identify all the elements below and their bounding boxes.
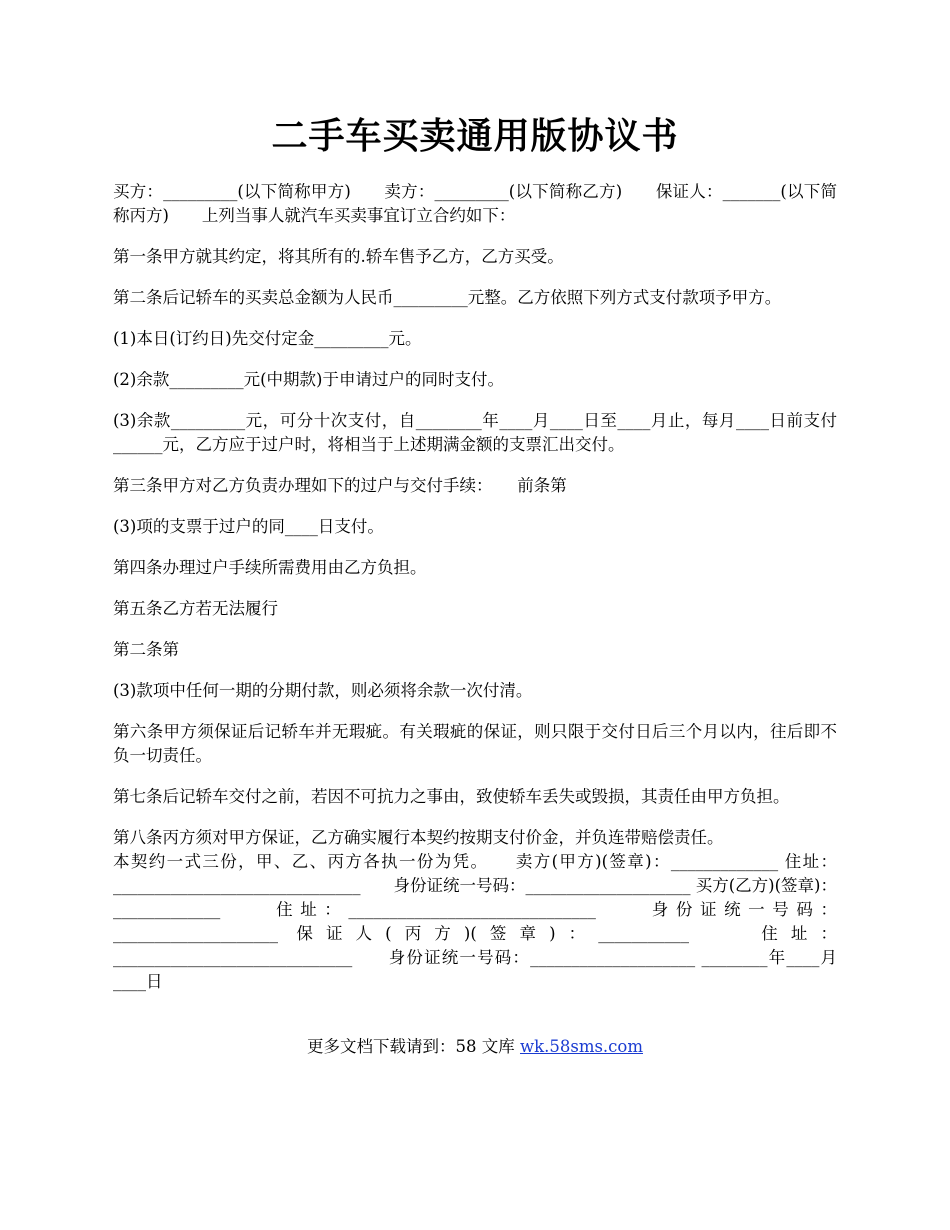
paragraph-article-3: 第三条甲方对乙方负责办理如下的过户与交付手续： 前条第 bbox=[113, 476, 567, 495]
paragraph-article-4: 第四条办理过户手续所需费用由乙方负担。 bbox=[113, 558, 427, 577]
paragraph-article-1: 第一条甲方就其约定，将其所有的.轿车售予乙方，乙方买受。 bbox=[113, 247, 564, 266]
paragraph-payment-2: (2)余款_________元(中期款)于申请过户的同时支付。 bbox=[113, 370, 504, 389]
paragraph-article-2: 第二条后记轿车的买卖总金额为人民币_________元整。乙方依照下列方式支付款项予甲方。 bbox=[113, 288, 782, 307]
paragraph-parties: 买方：_________(以下简称甲方) 卖方：_________(以下简称乙方) 保证人：_______(以下简称丙方) 上列当事人就汽车买卖事宜订立合约如下： bbox=[113, 182, 837, 225]
paragraph-payment-1: (1)本日(订约日)先交付定金_________元。 bbox=[113, 329, 422, 348]
paragraph-article-8: 第八条丙方须对甲方保证，乙方确实履行本契约按期支付价金，并负连带赔偿责任。 bbox=[113, 828, 724, 847]
paragraph-payment-3: (3)余款_________元，可分十次支付，自________年____月____日至____月止，每月____日前支付______元，乙方应于过户时，将相当于上述期满金额的支票汇出交付。 bbox=[113, 411, 837, 454]
document-body bbox=[113, 180, 837, 994]
paragraph-article-5: 第五条乙方若无法履行 bbox=[113, 599, 278, 618]
paragraph-article-3-item: (3)项的支票于过户的同____日支付。 bbox=[113, 517, 384, 536]
download-footer bbox=[0, 1035, 950, 1059]
paragraph-signatures: 本契约一式三份，甲、乙、丙方各执一份为凭。 卖方(甲方)(签章)：_____________ 住址：______________________________ 身份证统一号码：____________________ 买方(乙方)(签章)：_____________ 住址：______________________________ 身份证统一号码：____________________ 保证人(丙方)(签章)：___________ 住址：_____________________________ 身份证统一号码：____________________ ________年____月____日 bbox=[113, 852, 837, 991]
paragraph-article-6: 第六条甲方须保证后记轿车并无瑕疵。有关瑕疵的保证，则只限于交付日后三个月以内，往后即不负一切责任。 bbox=[113, 722, 837, 765]
paragraph-article-5-item: (3)款项中任何一期的分期付款，则必须将余款一次付清。 bbox=[113, 681, 533, 700]
footer-link[interactable]: wk.58sms.com bbox=[519, 1037, 643, 1056]
document-title: 二手车买卖通用版协议书 bbox=[271, 115, 679, 157]
paragraph-article-5-ref: 第二条第 bbox=[113, 640, 179, 659]
paragraph-article-7: 第七条后记轿车交付之前，若因不可抗力之事由，致使轿车丢失或毁损，其责任由甲方负担。 bbox=[113, 787, 790, 806]
footer-text: 更多文档下载请到：58 文库 bbox=[306, 1037, 520, 1056]
